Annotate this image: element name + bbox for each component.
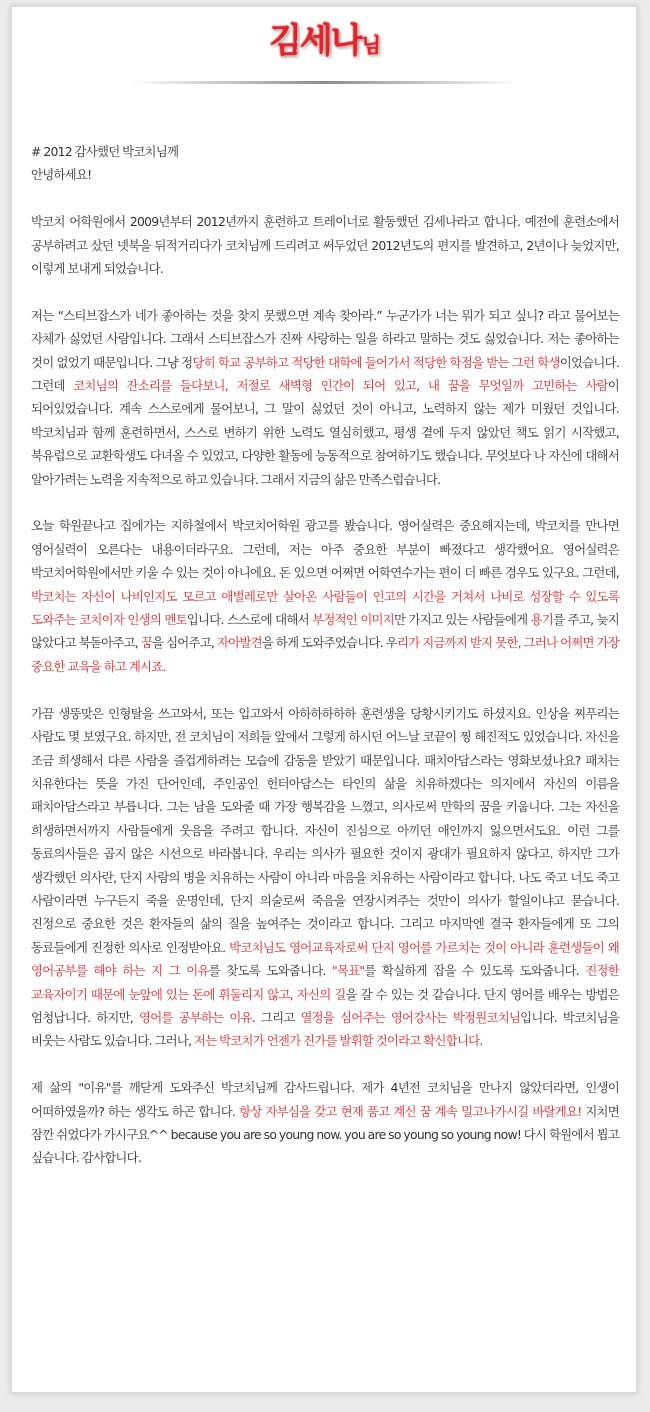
page-title	[269, 19, 381, 67]
highlighted-text: 코치님의 잔소리를 들다보니, 저절로 새벽형 인간이 되어 있고, 내 꿈을 무엇일까 고민하는 사람	[73, 378, 608, 394]
letter-greeting: 안녕하세요!	[31, 167, 92, 183]
body-text: 이 되어있었습니다. 계속 스스로에게 물어보니, 그 말이 싫었던 것이 아니고, 노력하지 않는 제가 미웠던 것입니다. 박코치님과 함께 훈련하면서, 스스로 변하기 위한 노력도 열심히했고, 평생 곁에 두지 않았던 책도 읽기 시작했고, 북유럽으로 교환학생도 다녀올 수 있었고, 다양한 활동에 능동적으로 참여하기도 했습니다. 무엇보다 나 자신에 대해서 알아가려는 노력을 지속적으로 하고 있습니다. 그래서 지금의 삶은 만족스럽습니다.	[31, 378, 619, 487]
letter-body	[31, 140, 619, 1193]
body-text: 가끔 생뚱맞은 인형탈을 쓰고와서, 또는 입고와서 아하하하하하 훈련생을 당황시키기도 하셨지요. 인상을 찌푸리는 사람도 몇 보였구요. 하지만, 전 코치님이 저희들 앞에서 그렇게 하시던 어느날 코끝이 찡 해진적도 있었습니다. 자신을 조금 희생해서 다른 사람을 즐겁게하려는 모습에 감동을 받았기 때문입니다. 패치아담스라는 영화보셨나요? 패치는 치유한다는 뜻을 가진 단어인데, 주인공인 헌터아담스는 타인의 삶을 치유하겠다는 의지에서 자신의 이름을 패치아담스라고 부릅니다. 그는 남을 도와줄 때 가장 행복감을 느꼈고, 의사로써 만학의 꿈을 키웁니다. 그는 자신을 희생하면서까지 사람들에게 웃음을 주려고 합니다. 자신이 진심으로 아끼던 애인까지 잃으면서도요. 이런 그를 동료의사들은 곱지 않은 시선으로 바라봅니다. 우리는 의사가 필요한 것이지 광대가 필요하지 않다고. 하지만 그가 생각했던 의사란, 단지 사람의 병을 치유하는 사람이 아니라 마음을 치유하는 사람이라고 합니다. 나도 죽고 너도 죽고 사람이라면 누구든지 죽을 운명인데, 단지 의술로써 죽음을 연장시켜주는 것만이 의사가 할일이냐고 묻습니다. 진정으로 중요한 것은 환자들의 삶의 질을 높여주는 것이라고 합니다. 그리고 마지막엔 결국 환자들에게 또 그의 동료들에게 진정한 의사로 인정받아요.	[31, 705, 619, 955]
title-divider	[130, 81, 520, 84]
letter-paragraph	[31, 702, 619, 1053]
body-text: 을 하게 도와주었습니다. 우	[261, 635, 397, 651]
body-text: 오늘 학원끝나고 집에가는 지하철에서 박코치어학원 광고를 봤습니다. 영어실력은 중요해지는데, 박코치를 만나면 영어실력이 오른다는 내용이더라구요. 그런데, 저는 아주 중요한 부분이 빠졌다고 생각했어요. 영어실력은 박코치어학원에서만 키울 수 있는 것이 아니에요. 돈 있으면 어쩌면 어학연수가는 편이 더 빠른 경우도 있구요. 그런데,	[31, 518, 619, 581]
letter-card	[11, 6, 637, 1393]
highlighted-text: 용기	[530, 612, 554, 628]
letter-heading: # 2012 감사했던 박코치님께	[31, 144, 179, 159]
body-text: 저는 “스티브잡스가 네가 좋아하는 것을 찾지 못했으면 계속 찾아라.” 누군가가 너는 뭐가 되고 싶니? 라고 물어보는 자체가 싫었던 사람입니다. 그래서 스티브잡스가 진짜 사랑하는 일을 하라고 말하는 것도 싫었습니다. 저는 좋아하는 것이 없었기 때문입니다. 그냥 정	[31, 307, 619, 370]
body-text: 입니다. 박코치님을 비웃는 사람도 있습니다. 그러나,	[31, 1009, 619, 1049]
highlighted-text: 진정한 교육자이기 때문에 눈앞에 있는 돈에 휘둘리지 않고, 자신의 길	[31, 963, 619, 1002]
highlighted-text: 당히 학교 공부하고 적당한 대학에 들어가서 적당한 학점을 받는 그런 학생	[192, 354, 560, 370]
body-text: 제 삶의 "이유"를 깨닫게 도와주신 박코치님께 감사드립니다. 제가 4년전 코치님을 만나지 않았더라면, 인생이 어떠하였을까? 하는 생각도 하곤 합니다.	[31, 1080, 619, 1119]
highlighted-text: 저는 박코치가 언젠가 진가를 발휘할 것이라고 확신합니다.	[193, 1033, 483, 1049]
highlighted-text: "목표"	[332, 963, 365, 979]
highlighted-text: 꿈	[140, 635, 153, 651]
body-text: . 그리고	[251, 1009, 301, 1025]
letter-paragraph	[31, 514, 619, 678]
body-text: 만 가지고 있는 사람들에게	[393, 612, 531, 628]
highlighted-text: 리가 지금까지 받지 못한, 그러나 어쩌면 가장 중요한 교육을 하고 계시죠.	[31, 635, 619, 674]
highlighted-text: 박코치는 자신이 나비인지도 모르고 애벌레로만 살아온 사람들이 인고의 시간을 거쳐서 나비로 성장할 수 있도록 도와주는 코치이자 인생의 멘토	[31, 588, 619, 628]
body-text: 를 찾도록 도와줍니다.	[208, 963, 333, 979]
letter-paragraph	[31, 304, 619, 491]
title-name: 김세나	[269, 21, 362, 61]
letter-paragraph	[31, 1076, 619, 1170]
body-text: 입니다. 스스로에 대해서	[186, 612, 313, 628]
highlighted-text: 자아발견	[216, 635, 262, 651]
title-suffix: 님	[361, 33, 381, 57]
body-text: 를 확실하게 잡을 수 있도록 도와줍니다.	[364, 963, 586, 979]
body-text: 을 심어주고,	[152, 635, 217, 651]
body-text: 이었습니다. 그런데	[31, 354, 620, 394]
highlighted-text: 열정을 심어주는 영어강사는 박정원코치님	[300, 1009, 521, 1025]
highlighted-text: 영어를 공부하는 이유	[138, 1009, 252, 1025]
highlighted-text: 박코치님도 영어교육자로써 단지 영어를 가르치는 것이 아니라 훈련생들이 왜 영어공부를 해야 하는 지 그 이유	[31, 939, 619, 979]
body-text: 지치면 잠깐 쉬었다가 가시구요^^ because you are so young now. you are so young so young now! 다시 학원에서 뵙고 싶습니다. 감사합니다.	[31, 1103, 619, 1166]
letter-paragraphs	[31, 210, 619, 1170]
body-text: 를 주고, 늦지 않았다고 북돋아주고,	[31, 612, 620, 651]
body-text: 박코치 어학원에서 2009년부터 2012년까지 훈련하고 트레이너로 활동했던 김세나라고 합니다. 예전에 훈련소에서 공부하려고 샀던 넷북을 뒤적거리다가 코치님께 드리려고 써두었던 2012년도의 편지를 발견하고, 2년이나 늦었지만, 이렇게 보내게 되었습니다.	[31, 214, 619, 277]
highlighted-text: 항상 자부심을 갖고 현재 품고 계신 꿈 계속 밀고나가시길 바랄게요!	[239, 1103, 582, 1119]
letter-paragraph	[31, 210, 619, 280]
title-area	[12, 19, 638, 67]
body-text: 을 갈 수 있는 것 같습니다. 단지 영어를 배우는 방법은 엄청납니다. 하지만,	[31, 986, 619, 1025]
highlighted-text: 부정적인 이미지	[312, 612, 394, 628]
